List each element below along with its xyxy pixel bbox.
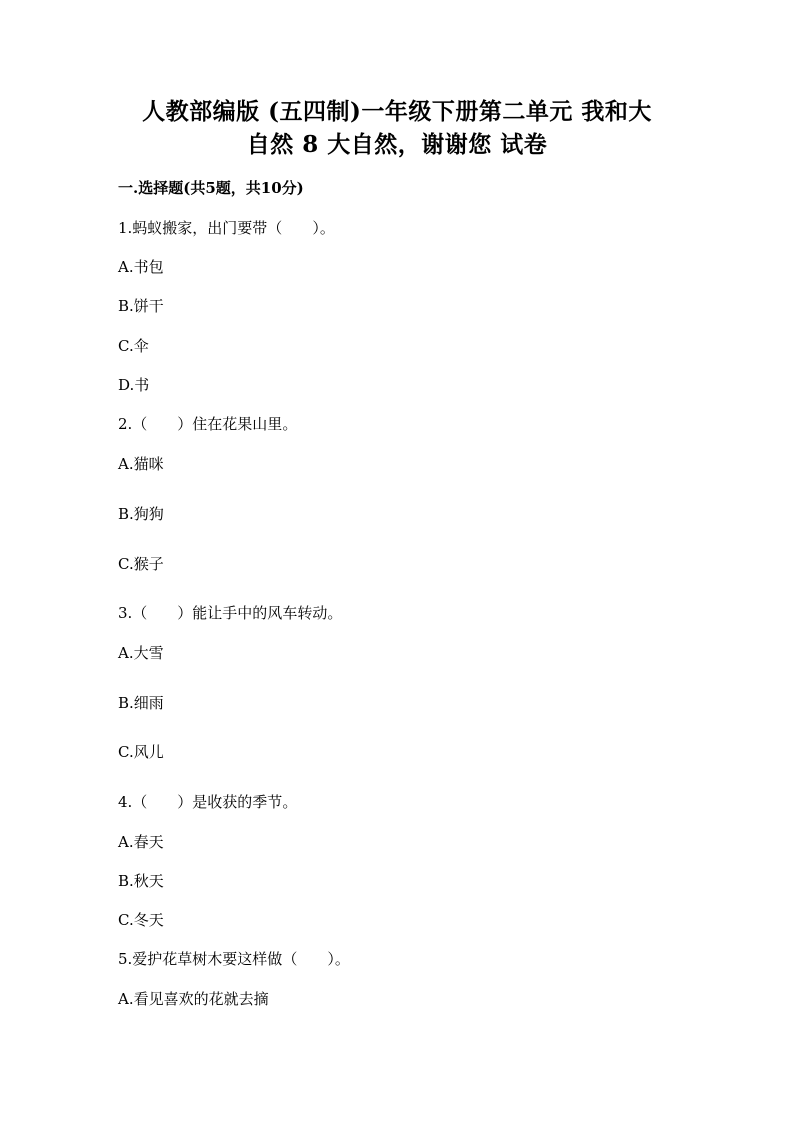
question-2-option-c: C.猴子 xyxy=(118,555,164,573)
document-title-line-2: 自然 8 大自然，谢谢您 试卷 xyxy=(246,131,548,158)
question-2-option-a: A.猫咪 xyxy=(118,455,164,473)
question-4-stem: 4.（ ）是收获的季节。 xyxy=(118,793,298,811)
question-2-stem: 2.（ ）住在花果山里。 xyxy=(118,415,298,433)
question-4-option-b: B.秋天 xyxy=(118,872,164,890)
question-1-option-d: D.书 xyxy=(118,376,150,394)
question-3-option-a: A.大雪 xyxy=(118,644,164,662)
question-3-option-b: B.细雨 xyxy=(118,694,164,712)
question-2-option-b: B.狗狗 xyxy=(118,505,164,523)
question-3-option-c: C.风儿 xyxy=(118,743,164,761)
question-1-option-c: C.伞 xyxy=(118,337,149,355)
question-4-option-c: C.冬天 xyxy=(118,911,164,929)
section-heading: 一.选择题(共5题，共10分) xyxy=(118,179,304,197)
question-1-option-b: B.饼干 xyxy=(118,297,164,315)
question-1-option-a: A.书包 xyxy=(118,258,164,276)
document-title-line-1: 人教部编版 (五四制)一年级下册第二单元 我和大 xyxy=(142,98,652,125)
question-1-stem: 1.蚂蚁搬家，出门要带（ ）。 xyxy=(118,219,335,237)
question-3-stem: 3.（ ）能让手中的风车转动。 xyxy=(118,604,343,622)
question-5-option-a: A.看见喜欢的花就去摘 xyxy=(118,990,269,1008)
question-5-stem: 5.爱护花草树木要这样做（ ）。 xyxy=(118,950,350,968)
question-4-option-a: A.春天 xyxy=(118,833,164,851)
